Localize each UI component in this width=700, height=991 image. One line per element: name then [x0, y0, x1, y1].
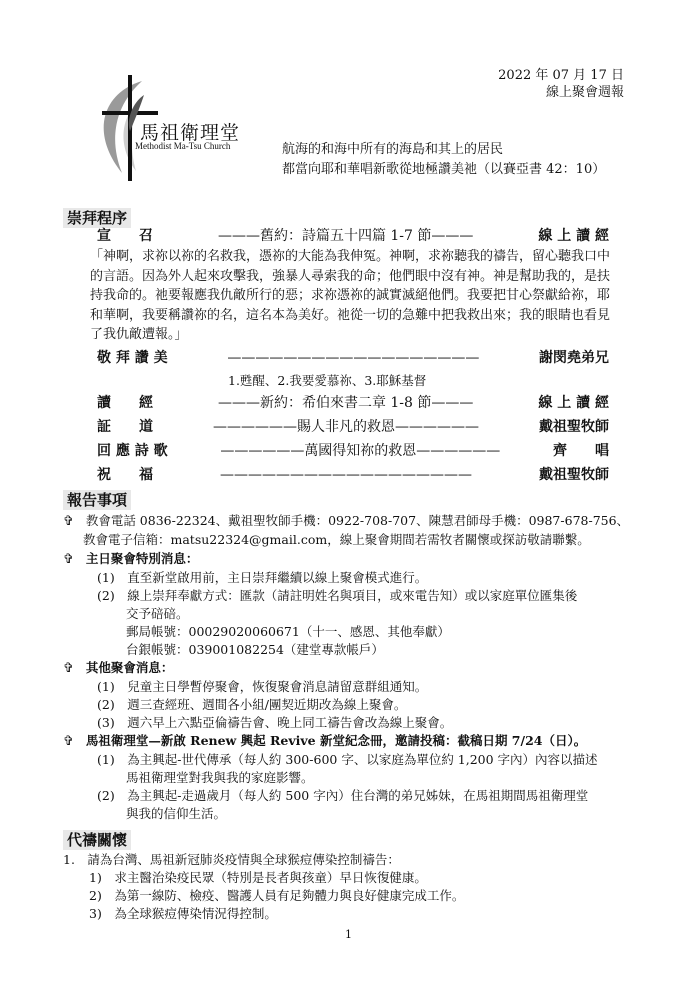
sunday-item-2-cont: 交予碚碚。	[126, 606, 189, 621]
sunday-item-2: (2) 線上崇拜奉獻方式：匯款（請註明姓名與項目，或來電告知）或以家庭單位匯集後	[97, 588, 578, 603]
renew-item-2: (2) 為主興起-走過歲月（每人約 500 字內）住台灣的弟兄姊妹，在馬祖期間馬祖衛理堂	[97, 788, 589, 803]
contact-phones: 教會電話 0836-22324、戴祖聖牧師手機：0922-708-707、陳慧君師母手機：0987-678-756、	[85, 513, 630, 528]
order-item-leader: 齊 唱	[553, 443, 609, 459]
sunday-item-1: (1) 直至新堂啟用前，主日崇拜繼續以線上聚會模式進行。	[97, 570, 428, 585]
prayer-list	[63, 851, 653, 923]
verse-line-1: 航海的和海中所有的海島和其上的居民	[282, 142, 504, 157]
cross-bullet-icon: ✞	[63, 552, 74, 567]
bulletin-title: 線上聚會週報	[545, 85, 624, 100]
other-title: 其他聚會消息：	[85, 660, 174, 675]
news-other	[63, 659, 653, 732]
order-item-label: 証 道	[97, 419, 153, 435]
church-name-en: Methodist Ma-Tsu Church	[135, 141, 231, 151]
order-item-content: ———舊約：詩篇五十四篇 1-7 節———	[217, 228, 474, 244]
cross-bullet-icon: ✞	[63, 734, 74, 749]
section-title-prayer: 代禱關懷	[63, 830, 131, 850]
bulletin-date: 2022 年 07 月 17 日	[498, 68, 624, 83]
news-contact	[63, 512, 653, 549]
order-item-leader: 線 上 讀 經	[538, 228, 609, 244]
renew-item-1-cont: 馬祖衛理堂對我與我的家庭影響。	[126, 770, 314, 785]
contact-email: 教會電子信箱：matsu22324@gmail.com，線上聚會期間若需牧者關懷或探訪敬請聯繫。	[83, 532, 590, 547]
order-item-content: ———新約：希伯來書二章 1-8 節———	[217, 395, 474, 411]
worship-songs: 1.甦醒、2.我要愛慕祢、3.耶穌基督	[228, 373, 427, 388]
bank-account: 台銀帳號：039001082254（建堂專款帳戶）	[126, 642, 384, 657]
order-item-label: 宣 召	[97, 228, 153, 244]
post-account: 郵局帳號：00029020060671（十一、感恩、其他奉獻）	[126, 624, 450, 639]
prayer-item-1: 1. 請為台灣、馬祖新冠肺炎疫情與全球猴痘傳染控制禱告：	[63, 852, 400, 867]
scripture-reading: 「神啊，求祢以祢的名救我，憑祢的大能為我伸冤。神啊，求祢聽我的禱告，留心聽我口中的言語。因為外人起來攻擊我，強暴人尋索我的命；他們眼中沒有神。神是幫助我的，是扶持我命的。祂要報應我仇敵所行的惡；求祢憑祢的誠實滅絕他們。我要把甘心祭獻給祢，耶和華啊，我要稱讚祢的名，這名本為美好。祂從一切的急難中把我救出來；我的眼睛也看見了我仇敵遭報。」	[90, 249, 611, 342]
bulletin-date-block	[498, 67, 624, 101]
order-item-leader: 線 上 讀 經	[538, 395, 609, 411]
news-sunday	[63, 550, 653, 659]
order-item-label: 讀 經	[97, 395, 153, 411]
news-renew	[63, 732, 653, 823]
section-title-news: 報告事項	[63, 490, 131, 510]
order-item-content: ——————萬國得知祢的救恩——————	[220, 443, 501, 459]
verse-line-2: 都當向耶和華唱新歌從地極讚美祂（以賽亞書 42：10）	[282, 162, 606, 177]
renew-item-2-cont: 與我的信仰生活。	[126, 806, 227, 821]
order-row-reading	[97, 393, 609, 413]
order-item-content: ——————————————————	[227, 350, 480, 366]
page-number: 1	[345, 928, 352, 941]
order-item-label: 敬 拜 讚 美	[97, 350, 168, 366]
church-name-cn: 馬祖衛理堂	[140, 122, 241, 144]
cross-bullet-icon: ✞	[63, 661, 74, 676]
order-row-blessing	[97, 465, 609, 485]
sunday-title: 主日聚會特別消息：	[85, 551, 199, 566]
order-item-leader: 戴祖聖牧師	[539, 467, 609, 483]
renew-title: 馬祖衛理堂—新啟 Renew 興起 Revive 新堂紀念冊，邀請投稿：截稿日期 7/24（日）。	[85, 733, 587, 748]
other-item-2: (2) 週三查經班、週間各小組/團契近期改為線上聚會。	[97, 697, 407, 712]
order-item-leader: 謝閔堯弟兄	[539, 350, 609, 366]
other-item-3: (3) 週六早上六點亞倫禱告會、晚上同工禱告會改為線上聚會。	[97, 715, 453, 730]
order-row-call	[97, 226, 609, 246]
order-item-leader: 戴祖聖牧師	[539, 419, 609, 435]
prayer-subitem-2: 2) 為第一線防、檢疫、醫護人員有足夠體力與良好健康完成工作。	[89, 888, 465, 903]
renew-item-1: (1) 為主興起-世代傳承（每人約 300-600 字、以家庭為單位約 1,200 字內）內容以描述	[97, 752, 598, 767]
order-item-content: ——————賜人非凡的救恩——————	[213, 419, 479, 435]
order-item-label: 祝 福	[97, 467, 153, 483]
order-row-response	[97, 441, 609, 461]
cross-bullet-icon: ✞	[63, 514, 74, 529]
order-row-sermon	[97, 417, 609, 437]
prayer-subitem-3: 3) 為全球猴痘傳染情況得控制。	[89, 906, 277, 921]
order-item-content: ——————————————————	[220, 467, 472, 483]
order-item-label: 回 應 詩 歌	[97, 443, 168, 459]
theme-verse	[282, 140, 605, 180]
prayer-subitem-1: 1) 求主醫治染疫民眾（特別是長者與孩童）早日恢復健康。	[89, 870, 427, 885]
order-row-worship	[97, 348, 609, 368]
section-title-order: 崇拜程序	[63, 208, 131, 228]
other-item-1: (1) 兒童主日學暫停聚會，恢復聚會消息請留意群組通知。	[97, 679, 428, 694]
